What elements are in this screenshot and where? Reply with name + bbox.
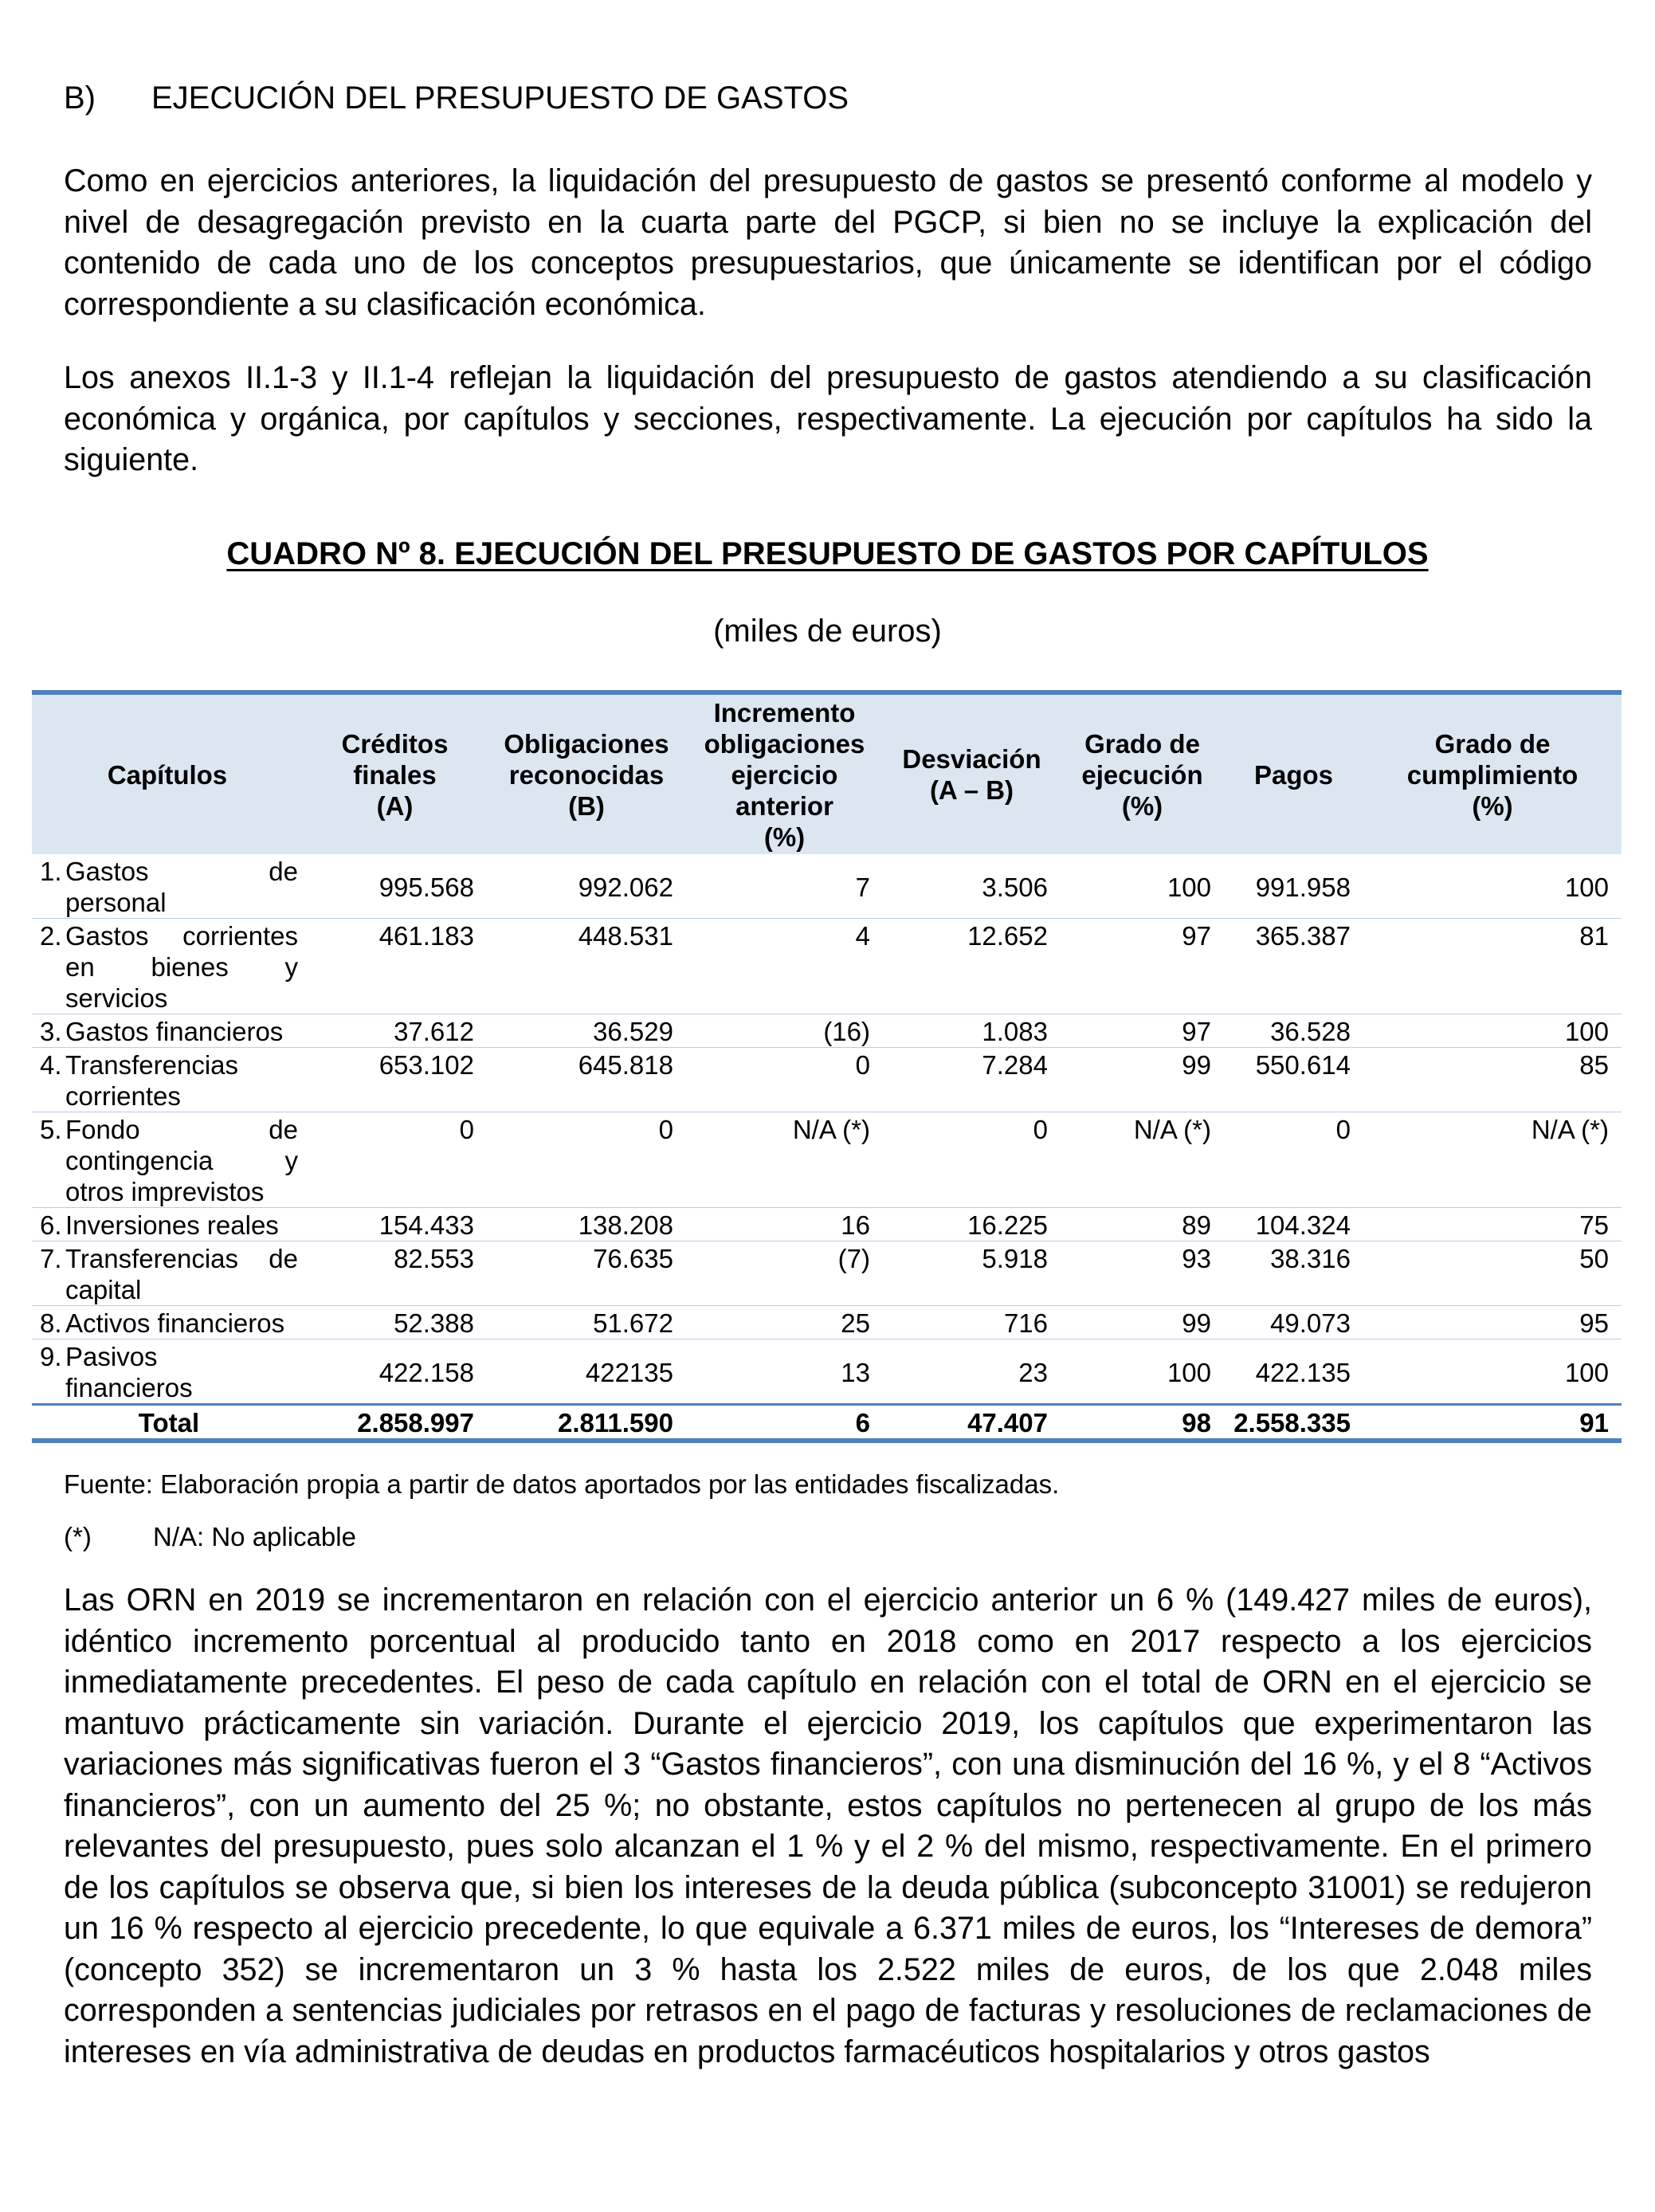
cell-grado-cumplimiento: N/A (*) <box>1363 1112 1622 1208</box>
capitulo-name-line: Transferencias de <box>65 1244 298 1273</box>
cell-obligaciones: 448.531 <box>487 919 686 1014</box>
cell-creditos: 422.158 <box>303 1339 487 1405</box>
cell-obligaciones: 36.529 <box>487 1014 686 1048</box>
cell-incremento: 0 <box>686 1048 883 1112</box>
capitulo-name-line: corrientes <box>65 1081 181 1111</box>
capitulo-name-line: Fondo de <box>65 1115 298 1144</box>
capitulo-name-line: contingencia y <box>65 1146 298 1175</box>
cell-grado-ejecucion: N/A (*) <box>1061 1112 1224 1208</box>
cell-grado-ejecucion: 100 <box>1061 854 1224 919</box>
table-row <box>32 919 1622 1014</box>
cell-obligaciones: 51.672 <box>487 1306 686 1339</box>
cell-grado-ejecucion: 99 <box>1061 1048 1224 1112</box>
capitulo-name-line: personal <box>65 888 167 917</box>
total-grado-cumplimiento: 91 <box>1363 1405 1622 1439</box>
capitulo-number: 5. <box>40 1115 62 1144</box>
cell-obligaciones: 138.208 <box>487 1208 686 1241</box>
cell-creditos: 37.612 <box>303 1014 487 1048</box>
cell-obligaciones: 992.062 <box>487 854 686 919</box>
cell-desviacion: 5.918 <box>883 1241 1061 1306</box>
cell-incremento: 4 <box>686 919 883 1014</box>
capitulo-number: 9. <box>40 1342 62 1371</box>
cell-desviacion: 16.225 <box>883 1208 1061 1241</box>
total-obligaciones: 2.811.590 <box>487 1405 686 1439</box>
cell-desviacion: 23 <box>883 1339 1061 1405</box>
capitulo-number <box>40 951 65 982</box>
capitulo-name-line: Pasivos <box>65 1342 158 1371</box>
cell-obligaciones: 0 <box>487 1112 686 1208</box>
cell-pagos: 104.324 <box>1224 1208 1363 1241</box>
cell-grado-ejecucion: 100 <box>1061 1339 1224 1405</box>
capitulo-name-line: financieros <box>65 1373 193 1402</box>
capitulo-name-line: Gastos de <box>65 857 298 886</box>
table-row <box>32 1112 1622 1208</box>
cell-capitulo <box>32 1014 303 1048</box>
cell-capitulo <box>32 1208 303 1241</box>
cell-incremento: 25 <box>686 1306 883 1339</box>
capitulo-number: 6. <box>40 1210 62 1240</box>
cell-capitulo <box>32 919 303 1014</box>
cell-pagos: 0 <box>1224 1112 1363 1208</box>
cell-incremento: N/A (*) <box>686 1112 883 1208</box>
total-incremento: 6 <box>686 1405 883 1439</box>
cell-desviacion: 716 <box>883 1306 1061 1339</box>
capitulo-number <box>40 1176 65 1207</box>
cell-incremento: 13 <box>686 1339 883 1405</box>
table-title-text: CUADRO Nº 8. EJECUCIÓN DEL PRESUPUESTO DE GASTOS POR CAPÍTULOS <box>226 536 1429 571</box>
cell-grado-ejecucion: 89 <box>1061 1208 1224 1241</box>
header-grado-ejecucion: Grado de ejecución (%) <box>1061 695 1224 854</box>
cell-pagos: 991.958 <box>1224 854 1363 919</box>
capitulo-number <box>40 1081 65 1112</box>
cell-grado-ejecucion: 97 <box>1061 1014 1224 1048</box>
cell-desviacion: 7.284 <box>883 1048 1061 1112</box>
cell-pagos: 49.073 <box>1224 1306 1363 1339</box>
table-row <box>32 1241 1622 1306</box>
total-grado-ejecucion: 98 <box>1061 1405 1224 1439</box>
total-pagos: 2.558.335 <box>1224 1405 1363 1439</box>
table-row <box>32 1014 1622 1048</box>
section-label: B) <box>64 80 96 116</box>
cell-grado-cumplimiento: 100 <box>1363 1014 1622 1048</box>
cell-capitulo <box>32 854 303 919</box>
section-heading <box>64 78 849 118</box>
cell-creditos: 653.102 <box>303 1048 487 1112</box>
cell-grado-cumplimiento: 100 <box>1363 854 1622 919</box>
cell-pagos: 365.387 <box>1224 919 1363 1014</box>
cell-grado-ejecucion: 99 <box>1061 1306 1224 1339</box>
header-obligaciones: Obligaciones reconocidas (B) <box>487 695 686 854</box>
header-incremento: Incremento obligaciones ejercicio anterior (%) <box>686 695 883 854</box>
capitulo-number <box>40 1145 65 1176</box>
cell-pagos: 550.614 <box>1224 1048 1363 1112</box>
cell-creditos: 154.433 <box>303 1208 487 1241</box>
cell-incremento: 7 <box>686 854 883 919</box>
cell-grado-cumplimiento: 100 <box>1363 1339 1622 1405</box>
table-bottom-rule <box>32 1438 1622 1443</box>
total-desviacion: 47.407 <box>883 1405 1061 1439</box>
table-units: (miles de euros) <box>713 614 942 649</box>
capitulo-name-line: Transferencias <box>65 1050 239 1080</box>
cell-pagos: 422.135 <box>1224 1339 1363 1405</box>
capitulo-number: 7. <box>40 1244 62 1273</box>
cell-creditos: 461.183 <box>303 919 487 1014</box>
capitulo-number <box>40 1274 65 1305</box>
cell-incremento: (7) <box>686 1241 883 1306</box>
section-title: EJECUCIÓN DEL PRESUPUESTO DE GASTOS <box>151 80 849 116</box>
table-total-row <box>32 1405 1622 1439</box>
cell-creditos: 0 <box>303 1112 487 1208</box>
header-pagos: Pagos <box>1224 695 1363 854</box>
table-row <box>32 1048 1622 1112</box>
cell-capitulo <box>32 1048 303 1112</box>
cell-grado-cumplimiento: 50 <box>1363 1241 1622 1306</box>
paragraph-2: Los anexos II.1-3 y II.1-4 reflejan la liquidación del presupuesto de gastos atendiendo a su clasificación económica y orgánica, por capítulos y secciones, respectivamente. La ejecución por capítulos ha sido la siguiente. <box>64 360 1592 477</box>
table-header-row <box>32 695 1622 854</box>
header-capitulos: Capítulos <box>32 695 303 854</box>
table-title <box>0 534 1655 574</box>
capitulo-name-line: Gastos corrientes <box>65 921 298 951</box>
budget-table-grid <box>32 695 1622 1438</box>
cell-grado-cumplimiento: 85 <box>1363 1048 1622 1112</box>
capitulo-number <box>40 982 65 1014</box>
table-row <box>32 1306 1622 1339</box>
budget-table <box>32 690 1622 1443</box>
capitulo-number: 3. <box>40 1017 62 1046</box>
capitulo-number: 1. <box>40 857 62 886</box>
cell-pagos: 36.528 <box>1224 1014 1363 1048</box>
total-label: Total <box>32 1405 303 1439</box>
cell-desviacion: 1.083 <box>883 1014 1061 1048</box>
cell-desviacion: 12.652 <box>883 919 1061 1014</box>
table-source-note: Fuente: Elaboración propia a partir de datos aportados por las entidades fiscalizadas. <box>64 1469 1060 1499</box>
cell-capitulo <box>32 1112 303 1208</box>
capitulo-name-line: en bienes y <box>65 952 298 982</box>
header-creditos: Créditos finales (A) <box>303 695 487 854</box>
cell-desviacion: 0 <box>883 1112 1061 1208</box>
cell-incremento: (16) <box>686 1014 883 1048</box>
capitulo-number <box>40 1372 65 1403</box>
cell-capitulo <box>32 1339 303 1405</box>
capitulo-number: 2. <box>40 921 62 951</box>
capitulo-name-line: Activos financieros <box>65 1308 285 1338</box>
cell-obligaciones: 76.635 <box>487 1241 686 1306</box>
header-desviacion: Desviación (A – B) <box>883 695 1061 854</box>
footnote-mark: (*) <box>64 1522 92 1551</box>
capitulo-name-line: Gastos financieros <box>65 1017 284 1046</box>
paragraph-1: Como en ejercicios anteriores, la liquidación del presupuesto de gastos se presentó conforme al modelo y nivel de desagregación previsto en la cuarta parte del PGCP, si bien no se incluye la explicación del contenido de cada uno de los conceptos presupuestarios, que únicamente se identifican por el código correspondiente a su clasificación económica. <box>64 163 1592 322</box>
cell-capitulo <box>32 1241 303 1306</box>
table-row <box>32 854 1622 919</box>
cell-obligaciones: 645.818 <box>487 1048 686 1112</box>
paragraph-3: Las ORN en 2019 se incrementaron en relación con el ejercicio anterior un 6 % (149.427 miles de euros), idéntico incremento porcentual al producido tanto en 2018 como en 2017 respecto a los ejercicios inmediatamente precedentes. El peso de cada capítulo en relación con el total de ORN en el ejercicio se mantuvo prácticamente sin variación. Durante el ejercicio 2019, los capítulos que experimentaron las variaciones más significativas fueron el 3 “Gastos financieros”, con una disminución del 16 %, y el 8 “Activos financieros”, con un aumento del 25 %; no obstante, estos capítulos no pertenecen al grupo de los más relevantes del presupuesto, pues solo alcanzan el 1 % y el 2 % del mismo, respectivamente. En el primero de los capítulos se observa que, si bien los intereses de la deuda pública (subconcepto 31001) se redujeron un 16 % respecto al ejercicio precedente, lo que equivale a 6.371 miles de euros, los “Intereses de demora” (concepto 352) se incrementaron un 3 % hasta los 2.522 miles de euros, de los que 2.048 miles corresponden a sentencias judiciales por retrasos en el pago de facturas y resoluciones de reclamaciones de intereses en vía administrativa de deudas en productos farmacéuticos hospitalarios y otros gastos <box>64 1583 1592 2069</box>
cell-grado-cumplimiento: 81 <box>1363 919 1622 1014</box>
cell-creditos: 995.568 <box>303 854 487 919</box>
cell-creditos: 52.388 <box>303 1306 487 1339</box>
cell-pagos: 38.316 <box>1224 1241 1363 1306</box>
capitulo-name-line: capital <box>65 1275 142 1304</box>
table-row <box>32 1208 1622 1241</box>
footnote-text: N/A: No aplicable <box>153 1522 356 1551</box>
header-grado-cumplimiento: Grado de cumplimiento (%) <box>1363 695 1622 854</box>
cell-creditos: 82.553 <box>303 1241 487 1306</box>
capitulo-name-line: otros imprevistos <box>65 1177 265 1206</box>
capitulo-number: 4. <box>40 1050 62 1080</box>
capitulo-name-line: servicios <box>65 983 168 1013</box>
capitulo-number: 8. <box>40 1308 62 1338</box>
table-footnote <box>64 1521 356 1553</box>
cell-grado-ejecucion: 97 <box>1061 919 1224 1014</box>
cell-incremento: 16 <box>686 1208 883 1241</box>
cell-grado-ejecucion: 93 <box>1061 1241 1224 1306</box>
cell-capitulo <box>32 1306 303 1339</box>
cell-obligaciones: 422135 <box>487 1339 686 1405</box>
cell-desviacion: 3.506 <box>883 854 1061 919</box>
table-row <box>32 1339 1622 1405</box>
total-creditos: 2.858.997 <box>303 1405 487 1439</box>
capitulo-name-line: Inversiones reales <box>65 1210 279 1240</box>
capitulo-number <box>40 887 65 918</box>
cell-grado-cumplimiento: 75 <box>1363 1208 1622 1241</box>
cell-grado-cumplimiento: 95 <box>1363 1306 1622 1339</box>
